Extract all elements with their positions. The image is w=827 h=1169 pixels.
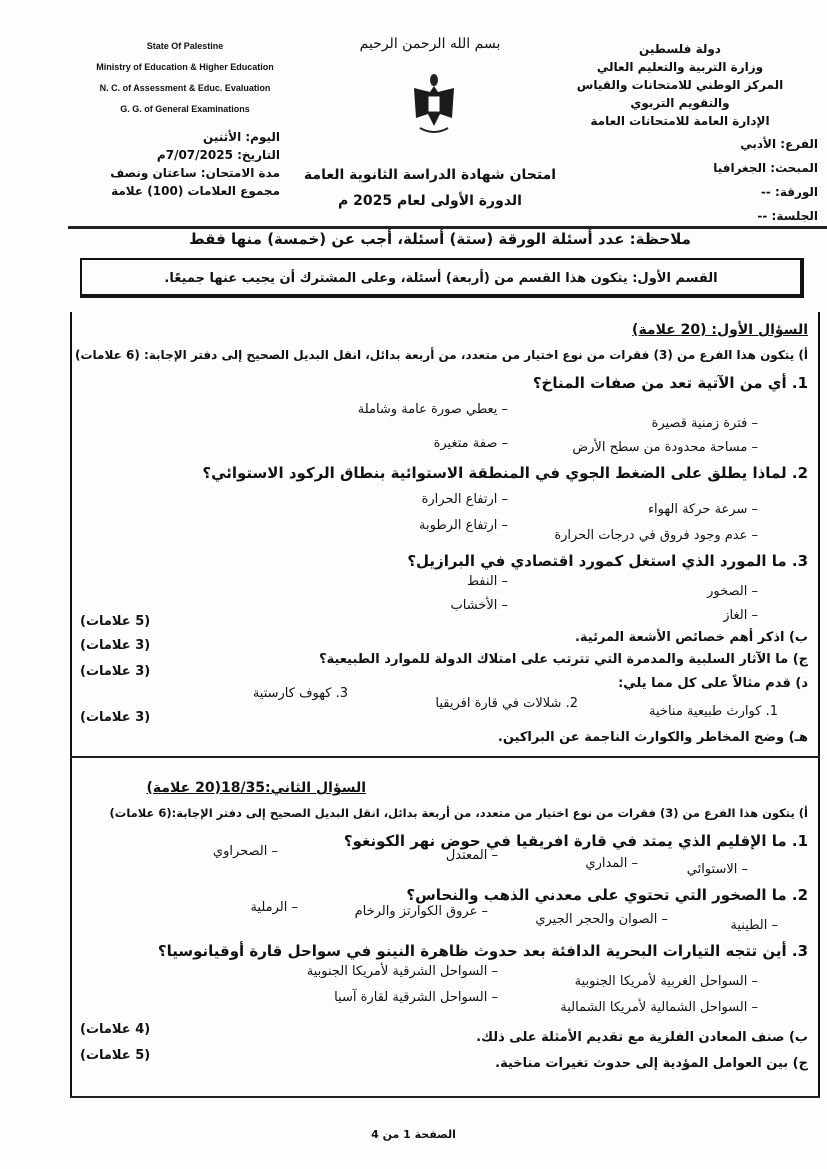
question-item: 2. ما الصخور التي تحتوي على معدني الذهب والنحاس؟	[406, 886, 808, 904]
question-two-box: السؤال الثاني:18/35(20 علامة) أ) يتكون هذا الفرع من (3) فقرات من نوع اختيار من متعدد، من أربعة بدائل، انقل البديل الصحيح إلى دفتر الإجابة:(6 علامات) 1. ما الإقليم الذي يمتد في قارة افريقيا في حوض نهر الكونغو؟ – الاستوائي – المداري – المعتدل – الصحراوي 2. ما الصخور التي تحتوي على معدني الذهب والنحاس؟ – الطينية – الصوان والحجر الجيري – عروق الكوارتز والرخام – الرملية 3. أين تتجه التيارات البحرية الدافئة بعد حدوث ظاهرة النينو في سواحل قارة أوقيانوسيا؟ – السواحل الغربية لأمريكا الجنوبية – السواحل الشرقية لأمريكا الجنوبية – السواحل الشمالية لأمريكا الشمالية – السواحل الشرقية لقارة آسيا (4 علامات) ب) صنف المعادن الفلزية مع تقديم الأمثلة على ذلك. (5 علامات) ج) بين العوامل المؤدية إلى حدوث تغيرات مناخية.	[70, 758, 820, 1098]
english-line: Ministry of Education & Higher Education	[96, 62, 274, 72]
option: – الرملية	[250, 900, 298, 915]
question-item: 3. ما المورد الذي استغل كمورد اقتصادي في البرازيل؟	[407, 552, 808, 570]
question-item: 3. أين تتجه التيارات البحرية الدافئة بعد حدوث ظاهرة النينو في سواحل قارة أوقيانوسيا؟	[157, 942, 808, 960]
option: – عروق الكوارتز والرخام	[354, 904, 488, 919]
question-item: 1. أي من الآتية تعد من صفات المناخ؟	[532, 374, 808, 392]
basmala: بسم الله الرحمن الرحيم	[359, 36, 501, 52]
marks-c: (3 علامات)	[80, 638, 151, 653]
option: – مساحة محدودة من سطح الأرض	[572, 440, 758, 455]
option: – الصخور	[707, 584, 758, 599]
option: – السواحل الغربية لأمريكا الجنوبية	[574, 974, 758, 989]
question-two-c: ج) بين العوامل المؤدية إلى حدوث تغيرات مناخية.	[495, 1056, 808, 1071]
marks-c: (5 علامات)	[80, 1048, 151, 1063]
date-label: التاريخ: 7/07/2025م	[156, 148, 280, 162]
option: – ارتفاع الحرارة	[421, 492, 508, 507]
exam-meta-left	[60, 128, 280, 200]
marks-b: (4 علامات)	[80, 1022, 151, 1037]
option: – الطينية	[730, 918, 778, 933]
exam-session: الدورة الأولى لعام 2025 م	[338, 193, 522, 209]
option: – السواحل الشرقية لأمريكا الجنوبية	[306, 964, 498, 979]
section-one-box: القسم الأول: يتكون هذا القسم من (أربعة) أسئلة، وعلى المشترك أن يجيب عنها جميعًا.	[80, 258, 804, 298]
day-label: اليوم: الأثنين	[203, 130, 280, 144]
english-line: G. G. of General Examinations	[120, 104, 250, 114]
english-header	[70, 36, 300, 120]
option: – صفة متغيرة	[433, 436, 508, 451]
option: – السواحل الشرقية لقارة آسيا	[334, 990, 498, 1005]
option: – الصحراوي	[212, 844, 278, 859]
example-item: 1. كوارث طبيعية مناخية	[649, 704, 778, 719]
question-item: 1. ما الإقليم الذي يمتد في قارة افريقيا في حوض نهر الكونغو؟	[343, 832, 808, 850]
option: – الاستوائي	[686, 862, 748, 877]
option: – المداري	[585, 856, 638, 871]
option: – الصوان والحجر الجيري	[535, 912, 668, 927]
state-name: دولة فلسطين	[639, 42, 721, 56]
option: – يعطي صورة عامة وشاملة	[357, 402, 508, 417]
eagle-emblem-icon	[410, 70, 458, 138]
department-name: الإدارة العامة للامتحانات العامة	[590, 114, 770, 128]
option: – فترة زمنية قصيرة	[651, 416, 758, 431]
question-item: 2. لماذا يطلق على الضغط الجوي في المنطقة الاستوائية بنطاق الركود الاستوائي؟	[202, 464, 808, 482]
english-line: State Of Palestine	[146, 41, 224, 51]
question-one-intro: أ) يتكون هذا الفرع من (3) فقرات من نوع اختيار من متعدد، من أربعة بدائل، انقل البديل الصحيح إلى دفتر الإجابة: (6 علامات)	[74, 348, 808, 362]
option: – سرعة حركة الهواء	[647, 502, 758, 517]
box-bottom-border	[70, 1096, 820, 1098]
english-line: N. C. of Assessment & Educ. Evaluation	[99, 83, 271, 93]
option: – الغاز	[723, 608, 758, 623]
arabic-header	[560, 40, 800, 130]
option: – المعتدل	[445, 848, 498, 863]
exam-note: ملاحظة: عدد أسئلة الورقة (ستة) أسئلة، أجب عن (خمسة) منها فقط	[189, 230, 691, 248]
question-one-e: هـ) وضح المخاطر والكوارث الناجمة عن البراكين.	[497, 730, 808, 745]
question-one-d: د) قدم مثالاً على كل مما يلي:	[618, 676, 808, 691]
total-marks-label: مجموع العلامات (100) علامة	[111, 184, 280, 198]
option: – السواحل الشمالية لأمريكا الشمالية	[560, 1000, 758, 1015]
exam-meta-right	[650, 132, 818, 228]
option: – عدم وجود فروق في درجات الحرارة	[554, 528, 758, 543]
question-one-box	[70, 312, 820, 758]
question-one-title: السؤال الأول: (20 علامة)	[632, 322, 808, 338]
session-label: الجلسة: --	[757, 209, 818, 223]
marks-b: (5 علامات)	[80, 614, 151, 629]
marks-e: (3 علامات)	[80, 710, 151, 725]
option: – النفط	[466, 574, 508, 589]
exam-title-block	[300, 162, 560, 214]
question-one-c: ج) ما الآثار السلبية والمدمرة التي تترتب على امتلاك الدولة للموارد الطبيعية؟	[319, 652, 808, 667]
header-divider	[68, 226, 827, 229]
page-number: الصفحة 1 من 4	[371, 1128, 456, 1141]
marks-d: (3 علامات)	[80, 664, 151, 679]
duration-label: مدة الامتحان: ساعتان ونصف	[110, 166, 280, 180]
option: – الأخشاب	[450, 598, 508, 613]
option: – ارتفاع الرطوبة	[419, 518, 508, 533]
question-two-intro: أ) يتكون هذا الفرع من (3) فقرات من نوع اختيار من متعدد، من أربعة بدائل، انقل البديل الصحيح إلى دفتر الإجابة:(6 علامات)	[109, 806, 808, 820]
paper-label: الورقة: --	[760, 185, 818, 199]
branch-label: الفرع: الأدبي	[740, 137, 818, 151]
center-name: المركز الوطني للامتحانات والقياس والتقويم التربوي	[576, 78, 784, 110]
question-two-b: ب) صنف المعادن الفلزية مع تقديم الأمثلة على ذلك.	[476, 1030, 808, 1045]
subject-label: المبحث: الجغرافيا	[713, 161, 818, 175]
example-item: 2. شلالات في قارة افريقيا	[435, 696, 578, 711]
example-item: 3. كهوف كارستية	[252, 686, 348, 701]
exam-title: امتحان شهادة الدراسة الثانوية العامة	[303, 167, 557, 183]
ministry-name: وزارة التربية والتعليم العالي	[596, 60, 764, 74]
question-one-b: ب) اذكر أهم خصائص الأشعة المرئية.	[574, 630, 808, 645]
